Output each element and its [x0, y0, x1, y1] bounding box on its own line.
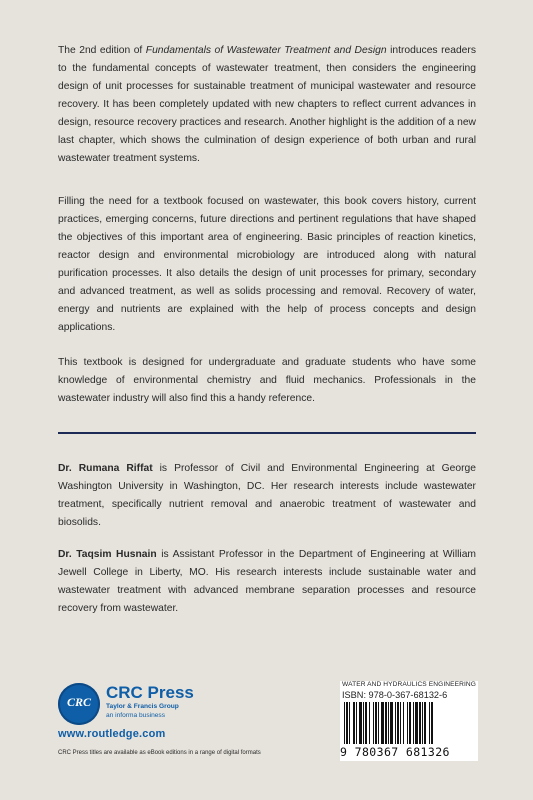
barcode-bar — [395, 702, 396, 744]
barcode-bar — [431, 702, 433, 744]
barcode-bar — [403, 702, 404, 744]
barcode-bar — [365, 702, 367, 744]
barcode-bar — [415, 702, 418, 744]
crc-seal-icon — [58, 683, 100, 725]
publisher-brand — [106, 683, 194, 721]
description-paragraph-2 — [58, 193, 476, 337]
barcode-bar — [424, 702, 426, 744]
barcode-bar — [359, 702, 362, 744]
barcode-bar — [413, 702, 414, 744]
barcode-bar — [369, 702, 370, 744]
series-label: WATER AND HYDRAULICS ENGINEERING — [342, 681, 476, 688]
para1-prefix: The 2nd edition of — [58, 45, 146, 56]
barcode-bar — [409, 702, 411, 744]
isbn-label: ISBN: 978-0-367-68132-6 — [342, 690, 448, 700]
barcode-bar — [344, 702, 345, 744]
author-bio-text-1: is Professor of Civil and Environmental Engineering at George Washington University in Washington, DC. Her research interests include wastewater treatment, specifically nutrient removal and anaerobic treatment of wastewater and biosolids. — [58, 463, 476, 528]
publisher-group: Taylor & Francis Group — [106, 703, 179, 710]
description-paragraph-1 — [58, 42, 476, 168]
barcode-bar — [363, 702, 364, 744]
barcode-bar — [397, 702, 399, 744]
para1-rest: introduces readers to the fundamental concepts of wastewater treatment, then considers the engineering design of unit processes for sustainable treatment of municipal wastewater and resource recovery. It has been completely updated with new chapters to reflect current advances in design, resource recovery practices and research. Another highlight is the addition of a new last chapter, which shows the culmination of design experience of both urban and rural wastewater treatment systems. — [58, 45, 476, 164]
barcode-bar — [419, 702, 421, 744]
barcode-bar — [346, 702, 348, 744]
barcode-bar — [429, 702, 430, 744]
barcode-digits: 9 780367 681326 — [340, 745, 450, 759]
barcode-bar — [381, 702, 384, 744]
barcode-bar — [378, 702, 379, 744]
seal-text: CRC — [66, 695, 91, 709]
publisher-name: CRC Press — [106, 683, 194, 702]
barcode-bar — [407, 702, 408, 744]
barcode-bar — [422, 702, 423, 744]
publisher-business: an informa business — [106, 712, 166, 719]
barcode-bar — [353, 702, 355, 744]
barcode-bar — [400, 702, 401, 744]
barcode-bar — [390, 702, 393, 744]
publisher-url: www.routledge.com — [58, 728, 166, 740]
barcode-icon — [342, 702, 478, 746]
author-name-1: Dr. Rumana Riffat — [58, 463, 153, 474]
section-divider — [58, 432, 476, 434]
barcode-bar — [375, 702, 377, 744]
para2-text: Filling the need for a textbook focused on wastewater, this book covers history, current practices, emerging concerns, future directions and pertinent regulations that have shaped the objectives of this important area of engineering. Basic principles of reaction kinetics, reactor design and environmental microbiology are introduced along with natural purification processes. It also details the design of unit processes for primary, secondary and advanced treatment, as well as solids processing and removal. Recovery of water, energy and nutrients are explained with the help of process concepts and design applications. — [58, 196, 476, 333]
barcode-bar — [349, 702, 350, 744]
para3-text: This textbook is designed for undergraduate and graduate students who have some knowledge of environmental chemistry and fluid mechanics. Professionals in the wastewater industry will also find this a handy reference. — [58, 357, 476, 404]
ebook-note: CRC Press titles are available as eBook editions in a range of digital formats — [58, 750, 261, 756]
description-paragraph-3 — [58, 354, 476, 408]
book-title: Fundamentals of Wastewater Treatment and Design — [145, 45, 387, 56]
author-bio-1 — [58, 460, 476, 532]
barcode-bar — [356, 702, 357, 744]
author-name-2: Dr. Taqsim Husnain — [58, 549, 157, 560]
author-bio-2 — [58, 546, 476, 618]
author-bio-text-2: is Assistant Professor in the Department of Engineering at William Jewell College in Liberty, MO. His research interests include sustainable water and wastewater treatment with advanced membrane separation processes and resource recovery from wastewater. — [58, 549, 476, 614]
barcode-bar — [373, 702, 374, 744]
barcode-bar — [388, 702, 389, 744]
barcode-bar — [385, 702, 387, 744]
